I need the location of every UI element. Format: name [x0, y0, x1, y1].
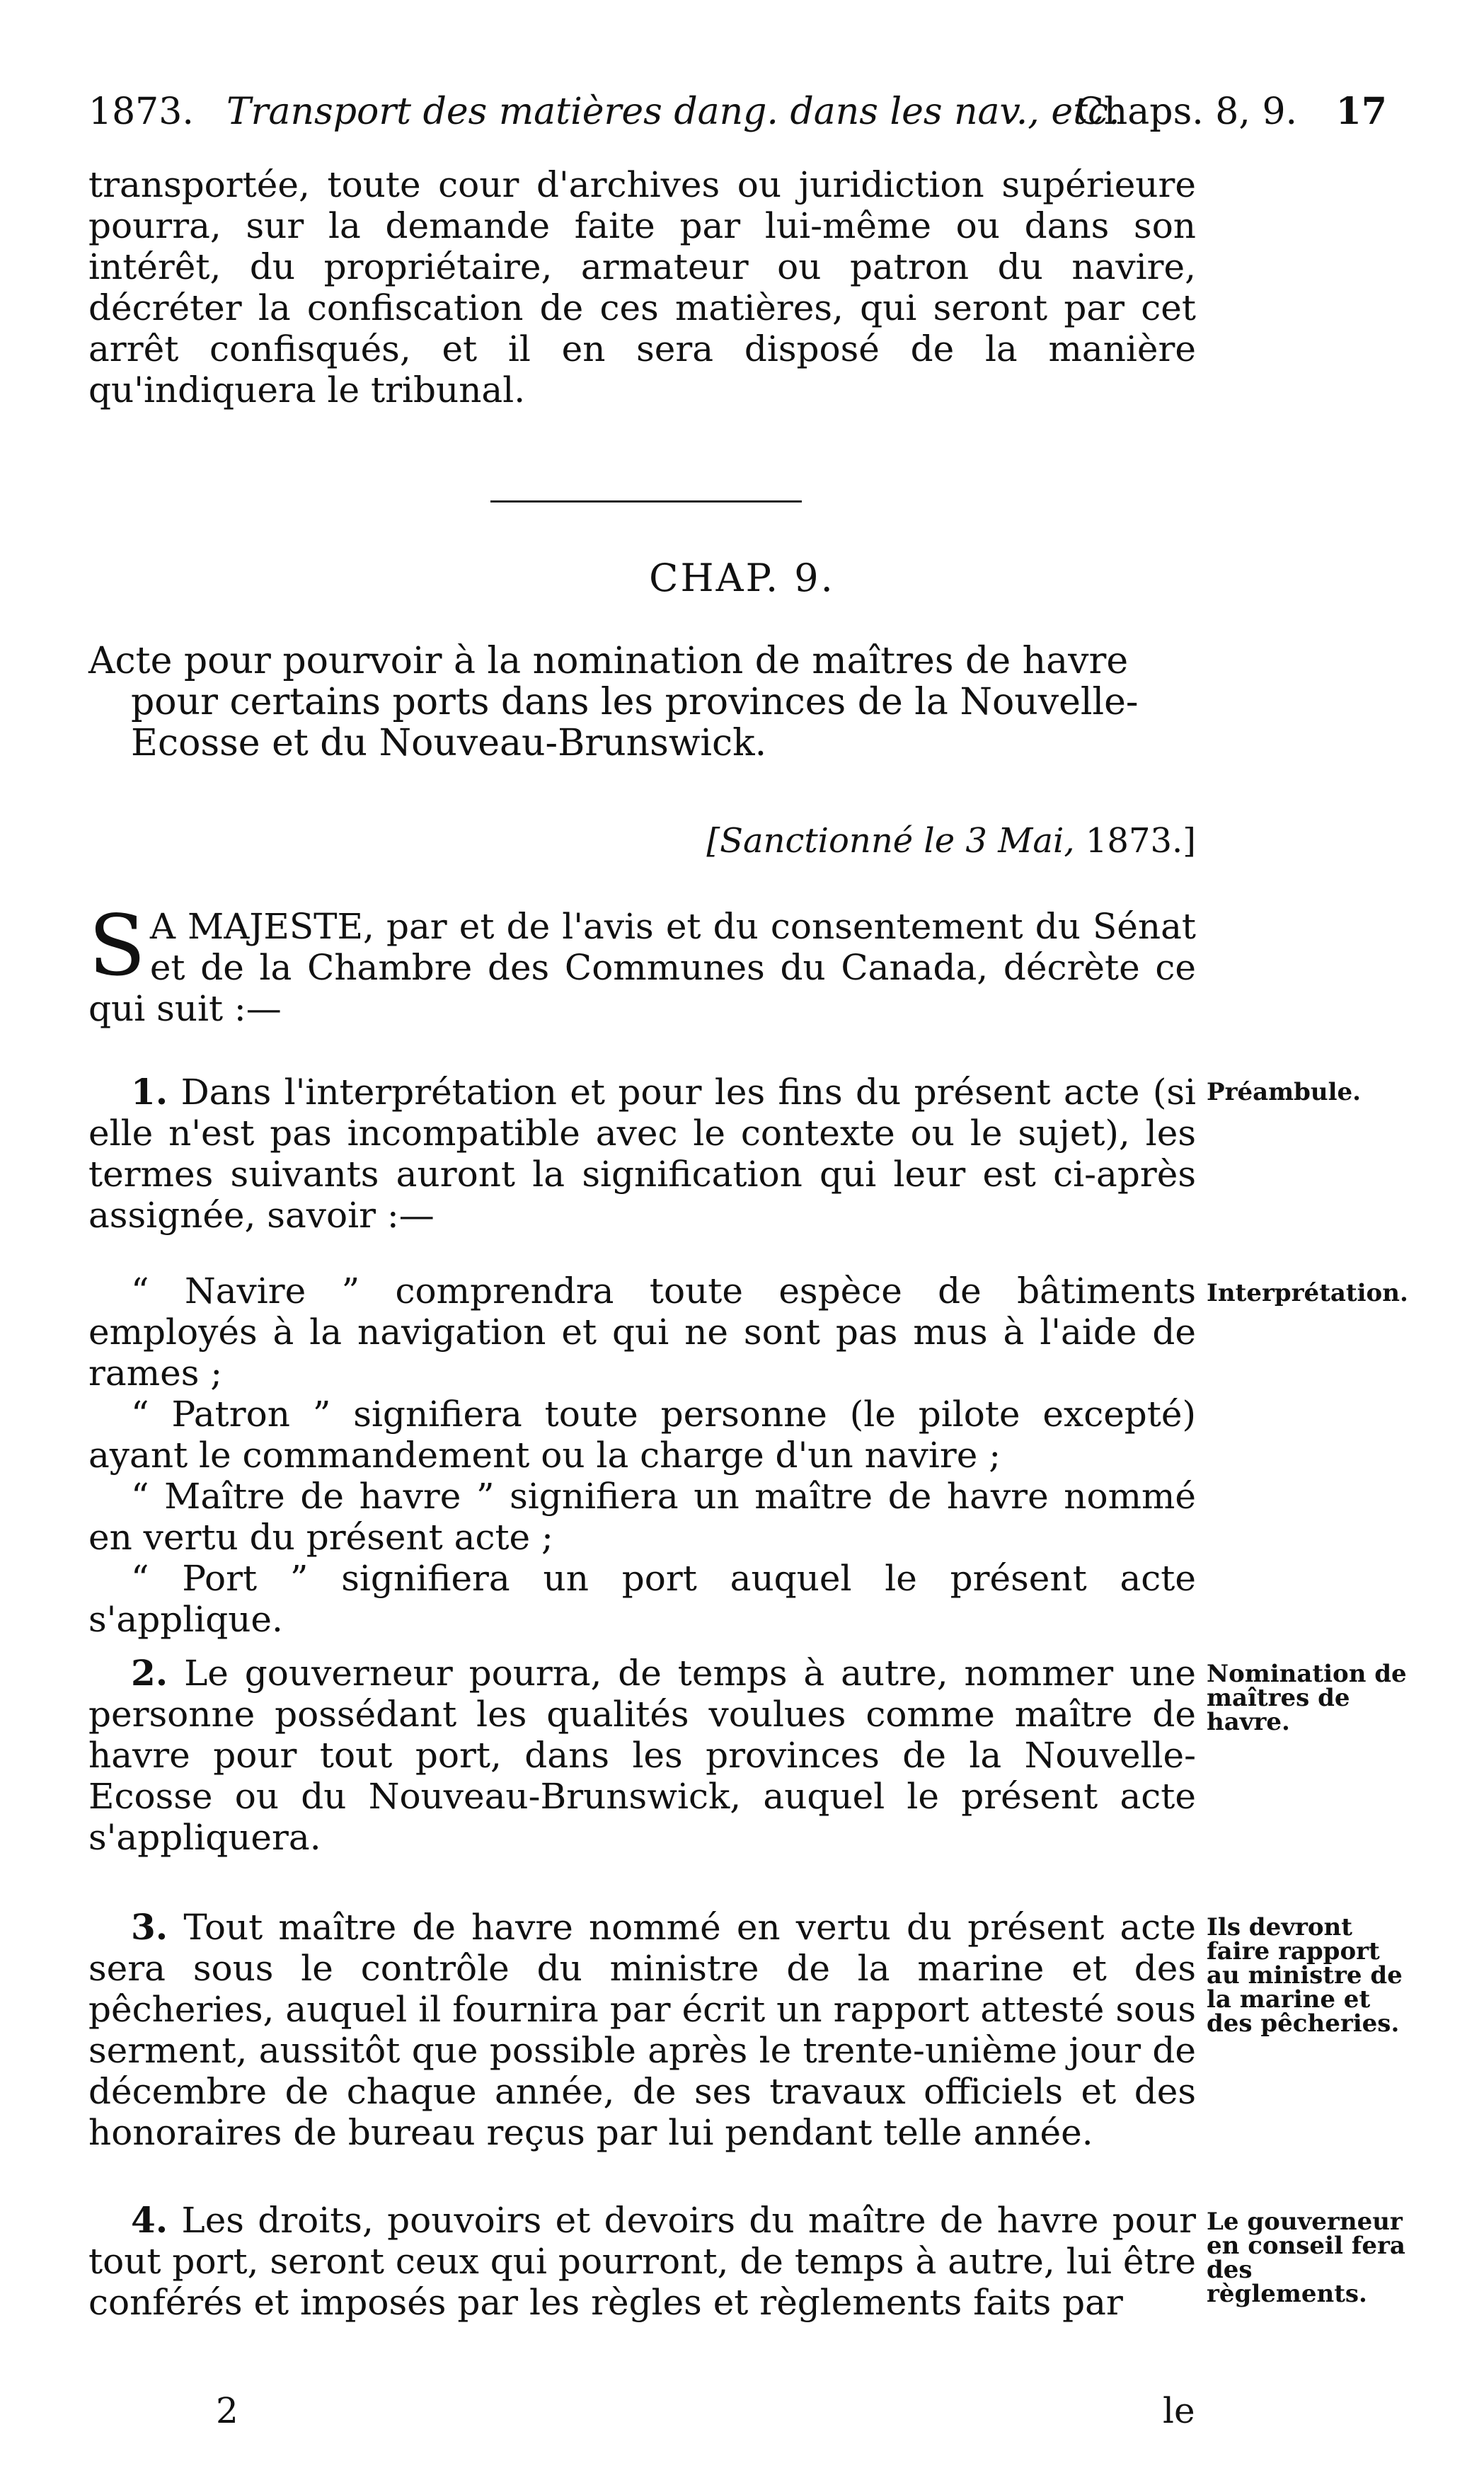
section-text: Dans l'interprétation et pour les fins du présent acte (si elle n'est pas incompatible avec le contexte ou le sujet), les termes suivants auront la signification qui leur est ci-après assignée, savoir :—: [88, 1072, 1196, 1236]
section-divider: [490, 500, 802, 503]
margin-note-reglements: Le gouverneur en conseil fera des règlements.: [1207, 2208, 1405, 2308]
section-text: Tout maître de havre nommé en vertu du présent acte sera sous le contrôle du ministre de la marine et des pêcheries, auquel il fournira par écrit un rapport attesté sous serment, aussitôt que possible après le trente-unième jour de décembre de chaque année, de ses travaux officiels et des honoraires de bureau reçus par lui pendant telle année.: [88, 1907, 1196, 2153]
section-4: [88, 2200, 1196, 2323]
definition-port: “ Port ” signifiera un port auquel le présent acte s'applique.: [88, 1558, 1196, 1640]
section-1: [88, 1072, 1196, 1236]
definition-patron: “ Patron ” signifiera toute personne (le pilote excepté) ayant le commandement ou la charge d'un navire ;: [88, 1394, 1196, 1476]
section-3: [88, 1907, 1196, 2153]
definitions-list: [88, 1270, 1196, 1640]
act-title: Acte pour pourvoir à la nomination de maîtres de havre pour certains ports dans les provinces de la Nouvelle-Ecosse et du Nouveau-Brunswick.: [88, 640, 1139, 764]
margin-note-preamble: Préambule.: [1207, 1078, 1361, 1106]
sanction-date: [662, 821, 1196, 861]
section-number: 2.: [131, 1652, 168, 1694]
header-year: 1873.: [88, 91, 194, 133]
catchword: le: [1163, 2390, 1195, 2431]
definition-navire: “ Navire ” comprendra toute espèce de bâtiments employés à la navigation et qui ne sont pas mus à l'aide de rames ;: [88, 1270, 1196, 1394]
section-number: 4.: [131, 2199, 168, 2241]
margin-note-rapport: Ils devront faire rapport au ministre de la marine et des pêcheries.: [1207, 1913, 1403, 2038]
sanction-text: [Sanctionné le 3 Mai,: [706, 821, 1075, 861]
continuation-paragraph: [88, 164, 1196, 411]
section-number: 1.: [131, 1071, 168, 1113]
drop-cap: S: [88, 897, 146, 994]
header-title: Transport des matières dang. dans les nav., etc.: [226, 91, 1120, 133]
margin-note-nomination: Nomination de maîtres de havre.: [1207, 1660, 1407, 1736]
section-number: 3.: [131, 1906, 168, 1948]
preamble-paragraph: [88, 897, 1196, 1029]
header-chapters: Chaps. 8, 9.: [1076, 91, 1298, 133]
page-number: 17: [1335, 90, 1387, 133]
sanction-year: 1873.]: [1085, 821, 1196, 861]
preamble-text: A MAJESTE, par et de l'avis et du consentement du Sénat et de la Chambre des Communes du Canada, décrète ce qui suit :—: [88, 906, 1196, 1029]
section-text: Le gouverneur pourra, de temps à autre, nommer une personne possédant les qualités voulues comme maître de havre pour tout port, dans les provinces de la Nouvelle-Ecosse ou du Nouveau-Brunswick, auquel le présent acte s'appliquera.: [88, 1653, 1196, 1858]
chapter-heading: CHAP. 9.: [649, 556, 835, 600]
signature-mark: 2: [216, 2390, 238, 2431]
margin-note-interpretation: Interprétation.: [1207, 1279, 1408, 1307]
continuation-text: transportée, toute cour d'archives ou juridiction supérieure pourra, sur la demande faite par lui-même ou dans son intérêt, du propriétaire, armateur ou patron du navire, décréter la confiscation de ces matières, qui seront par cet arrêt confisqués, et il en sera disposé de la manière qu'indiquera le tribunal.: [88, 164, 1196, 411]
section-2: [88, 1653, 1196, 1858]
definition-maitre-de-havre: “ Maître de havre ” signifiera un maître de havre nommé en vertu du présent acte ;: [88, 1476, 1196, 1558]
section-text: Les droits, pouvoirs et devoirs du maître de havre pour tout port, seront ceux qui pourront, de temps à autre, lui être conférés et imposés par les règles et règlements faits par: [88, 2200, 1196, 2323]
